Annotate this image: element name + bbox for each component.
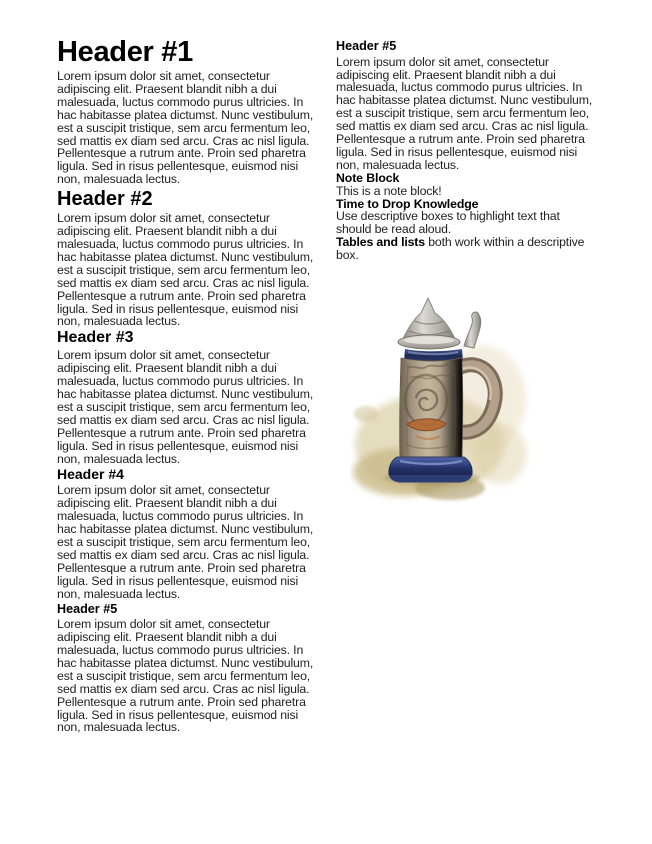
note-block-title: Note Block (336, 170, 400, 185)
paragraph-right: Lorem ipsum dolor sit amet, consectetur adipiscing elit. Praesent blandit nibh a dui malesuada, luctus commodo purus ultricies. In hac habitasse platea dictumst. Nunc vestibulum, est a suscipit tristique, sem arcu fermentum leo, sed mattis ex diam sed arcu. Cras ac nisl ligula. Pellentesque a rutrum ante. Proin sed pharetra ligula. Sed in risus pellentesque, euismod nisi non, malesuada lectus. (336, 54, 593, 172)
knowledge-text: Use descriptive boxes to highlight text that should be read aloud. (336, 209, 560, 237)
heading-5-right: Header #5 (336, 39, 397, 53)
paragraph-4: Lorem ipsum dolor sit amet, consectetur adipiscing elit. Praesent blandit nibh a dui malesuada, luctus commodo purus ultricies. In hac habitasse platea dictumst. Nunc vestibulum, est a suscipit tristique, sem arcu fermentum leo, sed mattis ex diam sed arcu. Cras ac nisl ligula. Pellentesque a rutrum ante. Proin sed pharetra ligula. Sed in risus pellentesque, euismod nisi non, malesuada lectus. (57, 483, 314, 601)
stein-lid (398, 298, 481, 349)
heading-4: Header #4 (57, 466, 124, 483)
tables-lists-line (336, 236, 594, 262)
note-block-text: This is a note block! (336, 183, 442, 198)
stein-body (400, 358, 463, 457)
heading-5: Header #5 (57, 601, 118, 616)
paragraph-3: Lorem ipsum dolor sit amet, consectetur adipiscing elit. Praesent blandit nibh a dui malesuada, luctus commodo purus ultricies. In hac habitasse platea dictumst. Nunc vestibulum, est a suscipit tristique, sem arcu fermentum leo, sed mattis ex diam sed arcu. Cras ac nisl ligula. Pellentesque a rutrum ante. Proin sed pharetra ligula. Sed in risus pellentesque, euismod nisi non, malesuada lectus. (57, 348, 314, 466)
stein-base (389, 457, 472, 483)
beer-stein-illustration (350, 294, 534, 508)
knowledge-title: Time to Drop Knowledge (336, 196, 479, 211)
left-column (57, 38, 319, 734)
heading-2: Header #2 (57, 188, 153, 211)
right-column (336, 38, 594, 262)
heading-3: Header #3 (57, 329, 134, 347)
tables-lists-rest: both work within a descriptive box. (336, 235, 585, 263)
paragraph-1: Lorem ipsum dolor sit amet, consectetur adipiscing elit. Praesent blandit nibh a dui malesuada, luctus commodo purus ultricies. In hac habitasse platea dictumst. Nunc vestibulum, est a suscipit tristique, sem arcu fermentum leo, sed mattis ex diam sed arcu. Cras ac nisl ligula. Pellentesque a rutrum ante. Proin sed pharetra ligula. Sed in risus pellentesque, euismod nisi non, malesuada lectus. (57, 69, 314, 187)
paragraph-2: Lorem ipsum dolor sit amet, consectetur adipiscing elit. Praesent blandit nibh a dui malesuada, luctus commodo purus ultricies. In hac habitasse platea dictumst. Nunc vestibulum, est a suscipit tristique, sem arcu fermentum leo, sed mattis ex diam sed arcu. Cras ac nisl ligula. Pellentesque a rutrum ante. Proin sed pharetra ligula. Sed in risus pellentesque, euismod nisi non, malesuada lectus. (57, 211, 314, 329)
thumb-lever (464, 312, 481, 348)
tables-lists-bold: Tables and lists (336, 235, 425, 250)
lid-cone (403, 298, 455, 339)
paragraph-5: Lorem ipsum dolor sit amet, consectetur adipiscing elit. Praesent blandit nibh a dui malesuada, luctus commodo purus ultricies. In hac habitasse platea dictumst. Nunc vestibulum, est a suscipit tristique, sem arcu fermentum leo, sed mattis ex diam sed arcu. Cras ac nisl ligula. Pellentesque a rutrum ante. Proin sed pharetra ligula. Sed in risus pellentesque, euismod nisi non, malesuada lectus. (57, 617, 314, 735)
heading-1: Header #1 (57, 36, 193, 68)
beer-stein-svg (350, 294, 534, 508)
